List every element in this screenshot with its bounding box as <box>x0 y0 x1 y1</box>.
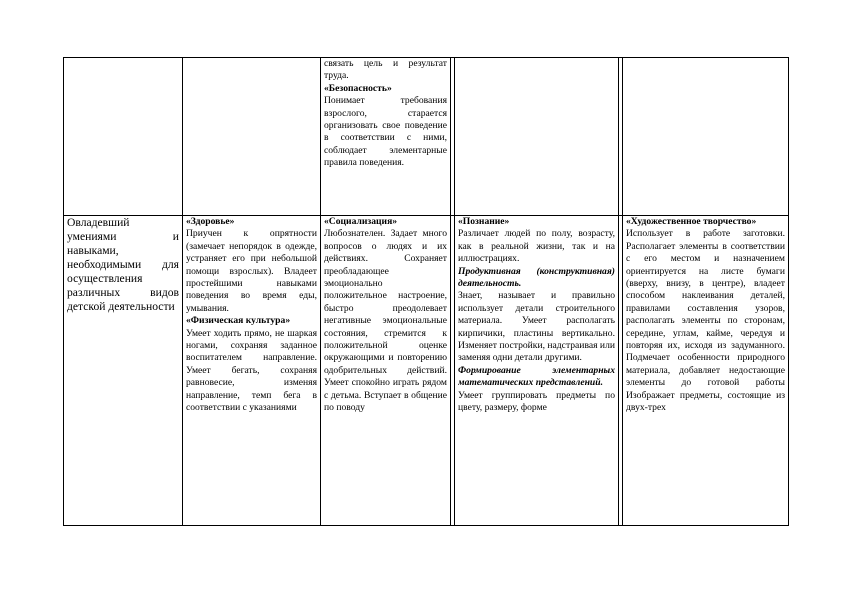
competency-table <box>63 57 789 526</box>
row2-col2 <box>183 216 321 526</box>
cell-paragraph: Использует в работе заготовки. Располагает элементы в соответствии с его местом и назначением ориентируется на листе бумаги (вверху, внизу, в центре), владеет способом наклеивания деталей, правилами составления узоров, располагать элементы по сторонам, середине, углам, кайме, чередуя и повторяя их, исходя из задуманного. Подмечает особенности природного материала, добавляет недостающие элементы до готовой работы Изображает предметы, состоящие из двух-трех <box>626 228 785 414</box>
cell-paragraph: Знает, называет и правильно использует детали строительного материала. Умеет располагать кирпичики, пластины вертикально. Изменяет постройки, надстраивая или заменяя одни детали другими. <box>458 290 615 364</box>
section-heading: «Безопасность» <box>324 82 392 94</box>
row1-col5 <box>623 58 789 216</box>
row1-col1 <box>64 58 183 216</box>
cell-paragraph: Умеет группировать предметы по цвету, размеру, форме <box>458 389 615 414</box>
section-heading: «Художественное творчество» <box>626 216 757 227</box>
section-heading: «Здоровье» <box>186 216 235 227</box>
cell-paragraph: связать цель и результат труда. <box>324 58 447 82</box>
cell-paragraph: Умеет ходить прямо, не шаркая ногами, сохраняя заданное воспитателем направление. Умеет бегать, сохраняя равновесие, изменяя направление, темп бега в соответствии с указаниями <box>186 327 317 414</box>
row2-col5 <box>623 216 789 526</box>
table-row <box>64 58 789 216</box>
row2-col3 <box>321 216 451 526</box>
section-heading: «Познание» <box>458 216 510 227</box>
section-heading: «Физическая культура» <box>186 315 291 327</box>
subsection-heading: Продуктивная (конструктивная) деятельность. <box>458 265 615 290</box>
table-row <box>64 216 789 526</box>
section-heading: «Социализация» <box>324 216 398 227</box>
row1-col4 <box>455 58 619 216</box>
cell-paragraph: Понимает требования взрослого, старается организовать свое поведение в соответствии с ними, соблюдает элементарные правила поведения. <box>324 95 447 169</box>
row1-col3 <box>321 58 451 216</box>
row2-col1 <box>64 216 183 526</box>
cell-paragraph: Приучен к опрятности (замечает непорядок в одежде, устраняет его при небольшой помощи взрослых). Владеет простейшими навыками поведения во время еды, умывания. <box>186 228 317 314</box>
cell-paragraph: Овладевший умениями и навыками, необходимыми для осуществления различных видов детской деятельности <box>67 216 179 313</box>
cell-paragraph: Любознателен. Задает много вопросов о людях и их действиях. Сохраняет преобладающее эмоционально положительное настроение, быстро преодолевает негативные эмоциональные состояния, стремится к положительной оценке окружающими и повторению одобрительных действий. Умеет спокойно играть рядом с детьма. Вступает в общение по поводу <box>324 228 447 414</box>
row2-col4 <box>455 216 619 526</box>
row1-col2 <box>183 58 321 216</box>
subsection-heading: Формирование элементарных математических представлений. <box>458 364 615 389</box>
cell-paragraph: Различает людей по полу, возрасту, как в реальной жизни, так и на иллюстрациях. <box>458 228 615 265</box>
